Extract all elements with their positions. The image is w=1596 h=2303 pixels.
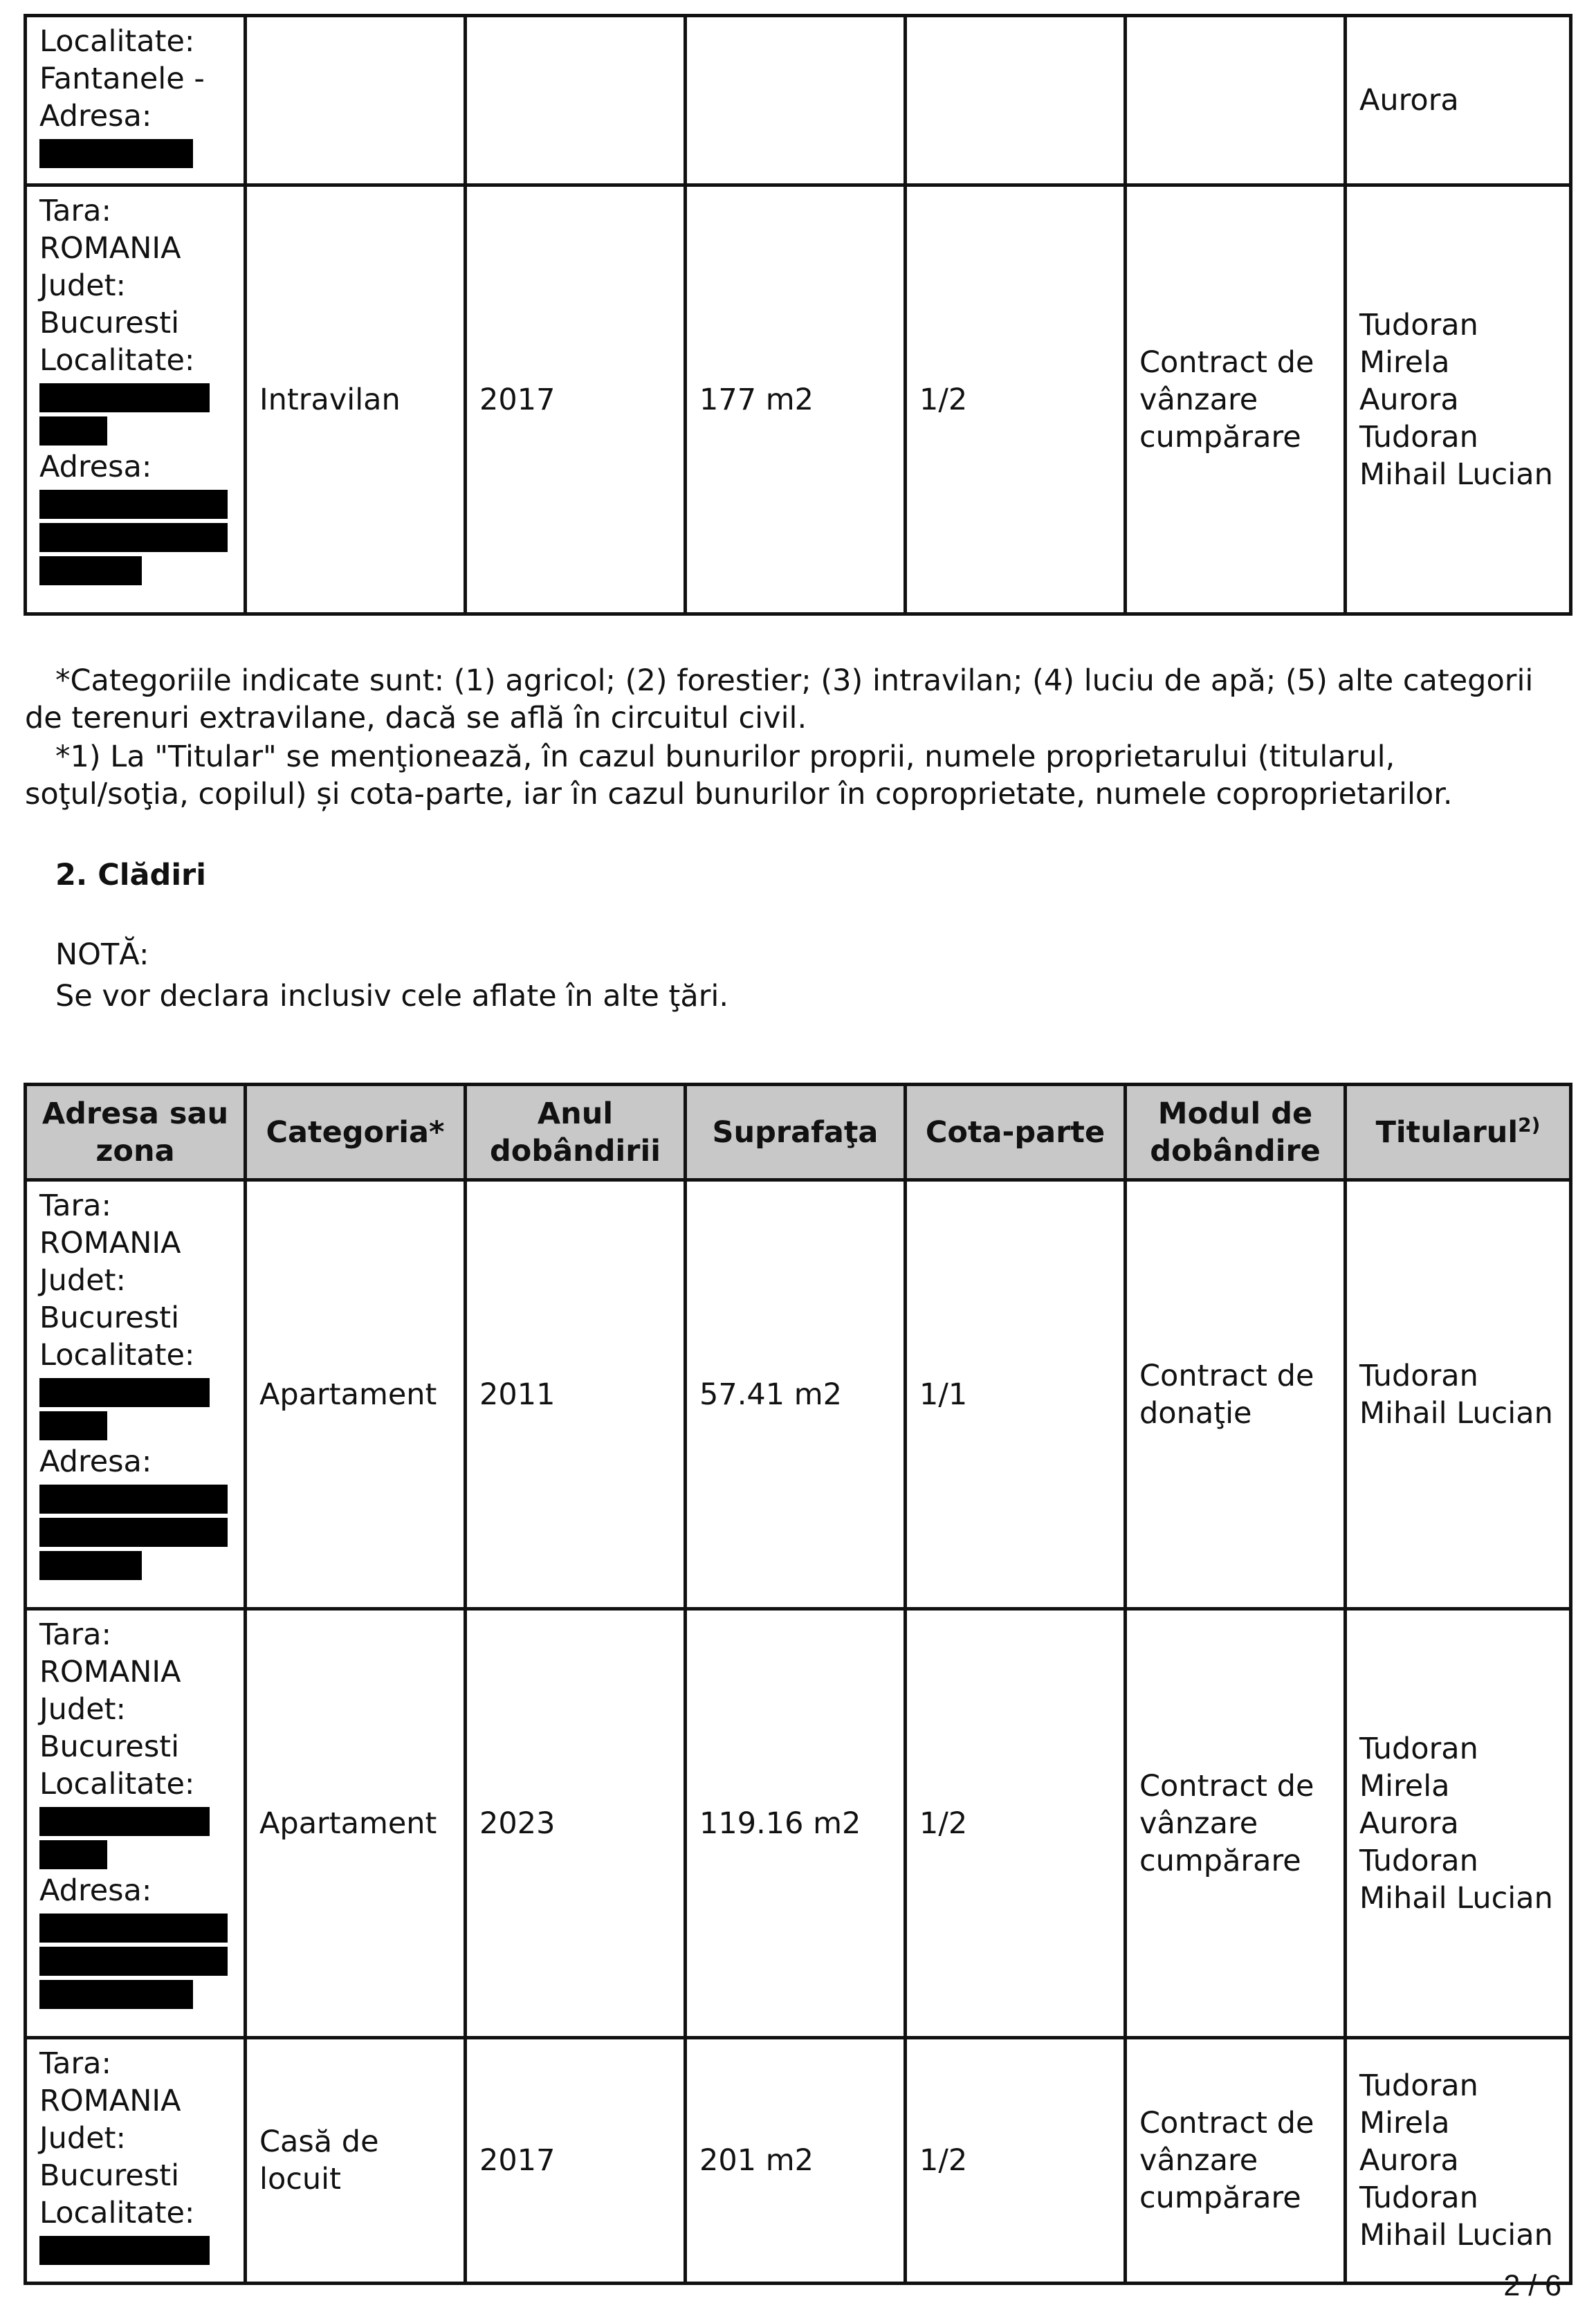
- table-row: [26, 185, 1571, 614]
- share-cell: 1/2: [906, 1609, 1126, 2038]
- address-line: Bucuresti: [39, 306, 180, 340]
- address-line: Judet:: [39, 2121, 127, 2156]
- acquisition-cell: Contract de vânzare cumpărare: [1126, 185, 1346, 614]
- header-address: Adresa sau zona: [26, 1085, 246, 1180]
- redaction-bar: [39, 1485, 228, 1514]
- address-cell: [26, 2038, 246, 2284]
- redaction-bar: [39, 139, 193, 168]
- address-line: Judet:: [39, 1263, 127, 1298]
- area-cell: 201 m2: [686, 2038, 906, 2284]
- address-line: Bucuresti: [39, 2158, 180, 2193]
- header-owner-label: Titularul: [1375, 1114, 1519, 1150]
- category-cell: [246, 16, 466, 185]
- table-row: [26, 2038, 1571, 2284]
- acquisition-cell: Contract de vânzare cumpărare: [1126, 1609, 1346, 2038]
- redaction-bar: [39, 1947, 228, 1976]
- redaction-bar: [39, 1914, 228, 1943]
- category-cell: Casă de locuit: [246, 2038, 466, 2284]
- category-cell: Intravilan: [246, 185, 466, 614]
- redaction-bar: [39, 1551, 142, 1580]
- footnote-titular: *1) La "Titular" se menţionează, în cazul bunurilor proprii, numele proprietarului (titularul, soţul/soţia, copilul) și cota-parte, iar în cazul bunurilor în coproprietate, numele coproprietarilor.: [25, 740, 1453, 811]
- footnotes: [25, 662, 1568, 813]
- address-line: Adresa:: [39, 1444, 152, 1479]
- address-line: ROMANIA: [39, 2084, 181, 2118]
- address-line: Localitate:: [39, 1767, 195, 1801]
- section-heading: 2. Clădiri: [55, 858, 207, 892]
- redaction-bar: [39, 1518, 228, 1547]
- owner-cell: Aurora: [1346, 16, 1571, 185]
- header-row: [26, 1085, 1571, 1180]
- redaction-bar: [39, 416, 107, 446]
- header-year: Anul dobândirii: [466, 1085, 686, 1180]
- year-cell: [466, 16, 686, 185]
- redaction-bar: [39, 1840, 107, 1869]
- address-line: Localitate:: [39, 2196, 195, 2230]
- year-cell: 2011: [466, 1180, 686, 1609]
- redaction-bar: [39, 1980, 193, 2009]
- acquisition-cell: [1126, 16, 1346, 185]
- header-area: Suprafaţa: [686, 1085, 906, 1180]
- owner-cell: Tudoran Mirela Aurora Tudoran Mihail Lucian: [1346, 1609, 1571, 2038]
- area-cell: 57.41 m2: [686, 1180, 906, 1609]
- redaction-bar: [39, 523, 228, 552]
- year-cell: 2023: [466, 1609, 686, 2038]
- note-text: Se vor declara inclusiv cele aflate în alte ţări.: [55, 979, 729, 1013]
- address-cell: [26, 1180, 246, 1609]
- owner-cell: Tudoran Mirela Aurora Tudoran Mihail Lucian: [1346, 185, 1571, 614]
- category-cell: Apartament: [246, 1180, 466, 1609]
- owner-cell: Tudoran Mihail Lucian: [1346, 1180, 1571, 1609]
- area-cell: [686, 16, 906, 185]
- address-cell: [26, 16, 246, 185]
- address-line: Adresa:: [39, 99, 152, 134]
- share-cell: 1/2: [906, 2038, 1126, 2284]
- buildings-table: [24, 1083, 1572, 2285]
- address-line: Tara:: [39, 1189, 112, 1223]
- address-line: Localitate:: [39, 1338, 195, 1373]
- header-share: Cota-parte: [906, 1085, 1126, 1180]
- address-line: Tara:: [39, 194, 112, 228]
- address-line: Tara:: [39, 2046, 112, 2081]
- redaction-bar: [39, 2236, 210, 2265]
- table-row: [26, 1609, 1571, 2038]
- address-line: ROMANIA: [39, 1655, 181, 1689]
- share-cell: 1/1: [906, 1180, 1126, 1609]
- redaction-bar: [39, 1411, 107, 1440]
- share-cell: [906, 16, 1126, 185]
- acquisition-cell: Contract de vânzare cumpărare: [1126, 2038, 1346, 2284]
- area-cell: 119.16 m2: [686, 1609, 906, 2038]
- address-cell: [26, 1609, 246, 2038]
- address-line: Adresa:: [39, 450, 152, 484]
- note-block: [55, 934, 728, 1017]
- address-line: Judet:: [39, 1692, 127, 1727]
- year-cell: 2017: [466, 2038, 686, 2284]
- redaction-bar: [39, 556, 142, 585]
- redaction-bar: [39, 1378, 210, 1407]
- address-cell: [26, 185, 246, 614]
- address-line: ROMANIA: [39, 231, 181, 266]
- note-label: NOTĂ:: [55, 937, 149, 972]
- table-row: [26, 1180, 1571, 1609]
- page-number: 2 / 6: [1503, 2269, 1561, 2302]
- acquisition-cell: Contract de donaţie: [1126, 1180, 1346, 1609]
- land-table: [24, 14, 1572, 616]
- address-line: Fantanele -: [39, 62, 205, 96]
- address-line: Localitate:: [39, 343, 195, 378]
- header-owner: [1346, 1085, 1571, 1180]
- footnote-categories: *Categoriile indicate sunt: (1) agricol; (2) forestier; (3) intravilan; (4) luciu de apă; (5) alte categorii de terenuri extravilane, dacă se află în circuitul civil.: [25, 663, 1534, 735]
- header-category: Categoria*: [246, 1085, 466, 1180]
- share-cell: 1/2: [906, 185, 1126, 614]
- owner-cell: Tudoran Mirela Aurora Tudoran Mihail Lucian: [1346, 2038, 1571, 2284]
- address-line: ROMANIA: [39, 1226, 181, 1260]
- redaction-bar: [39, 490, 228, 519]
- year-cell: 2017: [466, 185, 686, 614]
- address-line: Bucuresti: [39, 1301, 180, 1335]
- header-owner-footnote: 2): [1518, 1113, 1541, 1137]
- address-line: Bucuresti: [39, 1729, 180, 1764]
- address-line: Adresa:: [39, 1873, 152, 1908]
- table-row: [26, 16, 1571, 185]
- area-cell: 177 m2: [686, 185, 906, 614]
- redaction-bar: [39, 1807, 210, 1836]
- header-acquisition: Modul de dobândire: [1126, 1085, 1346, 1180]
- address-line: Localitate:: [39, 24, 195, 59]
- redaction-bar: [39, 383, 210, 412]
- address-line: Judet:: [39, 268, 127, 303]
- address-line: Tara:: [39, 1617, 112, 1652]
- category-cell: Apartament: [246, 1609, 466, 2038]
